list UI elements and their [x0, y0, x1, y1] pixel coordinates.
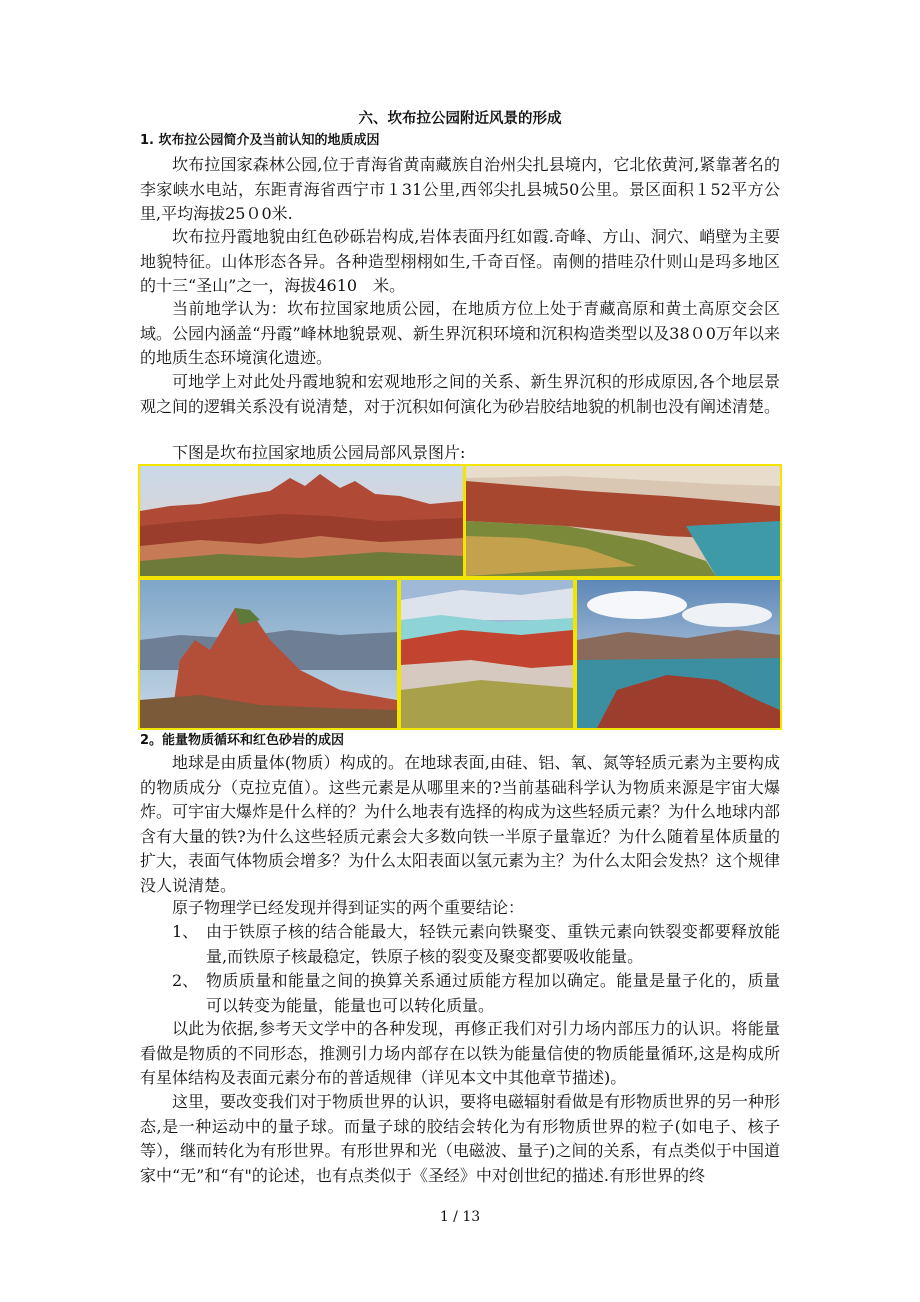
- list-text: 物质质量和能量之间的换算关系通过质能方程加以确定。能量是量子化的，质量可以转变为能量，能量也可以转化质量。: [206, 971, 780, 1015]
- paragraph: 以此为依据,参考天文学中的各种发现，再修正我们对引力场内部压力的认识。将能量看做是物质的不同形态，推测引力场内部存在以铁为能量信使的物质能量循环,这是构成所有星体结构及表面元素分布的普适规律（详见本文中其他章节描述)。: [140, 1019, 780, 1088]
- paragraph: 坎布拉国家森林公园,位于青海省黄南藏族自治州尖扎县境内，它北依黄河,紧靠著名的李家峡水电站，东距青海省西宁市１31公里,西邻尖扎县城50公里。景区面积１52平方公里,平均海拔25０0米.: [140, 155, 780, 224]
- list-item: [140, 969, 780, 1018]
- paragraph: 可地学上对此处丹霞地貌和宏观地形之间的关系、新生界沉积的形成原因,各个地层景观之间的逻辑关系没有说清楚，对于沉积如何演化为砂岩胶结地貌的机制也没有阐述清楚。: [140, 372, 781, 416]
- section-1-heading: 1. 坎布拉公园简介及当前认知的地质成因: [140, 133, 380, 148]
- paragraph: 地球是由质量体(物质）构成的。在地球表面,由硅、铝、氧、氮等轻质元素为主要构成的物质成分（克拉克值）。这些元素是从哪里来的?当前基础科学认为物质来源是宇宙大爆炸。可宇宙大爆炸是什么样的？为什么地表有选择的构成为这些轻质元素？为什么地球内部含有大量的铁?为什么这些轻质元素会大多数向铁一半原子量靠近？为什么随着星体质量的扩大，表面气体物质会增多？为什么太阳表面以氢元素为主？为什么太阳会发热？这个规律没人说清楚。: [140, 753, 781, 895]
- paragraph: 坎布拉丹霞地貌由红色砂砾岩构成,岩体表面丹红如霞.奇峰、方山、洞穴、峭壁为主要地貌特征。山体形态各异。各种造型栩栩如生,千奇百怪。南侧的措哇尕什则山是玛多地区的十三“圣山”之一，海拔4610 米。: [140, 227, 780, 296]
- list-number: 2、: [172, 971, 199, 990]
- paragraph: 原子物理学已经发现并得到证实的两个重要结论：: [172, 898, 525, 917]
- paragraph: 下图是坎布拉国家地质公园局部风景图片:: [172, 443, 466, 462]
- list-number: 1、: [172, 922, 199, 941]
- landscape-photo: [466, 466, 780, 576]
- landscape-photo: [401, 580, 573, 728]
- list-text: 由于铁原子核的结合能最大，轻铁元素向铁聚变、重铁元素向铁裂变都要释放能量,而铁原子核最稳定，铁原子核的裂变及聚变都要吸收能量。: [206, 922, 780, 966]
- landscape-photo: [140, 580, 397, 728]
- landscape-photo: [577, 580, 780, 728]
- paragraph: 这里，要改变我们对于物质世界的认识，要将电磁辐射看做是有形物质世界的另一种形态,是一种运动中的量子球。而量子球的胶结会转化为有形物质世界的粒子(如电子、核子等），继而转化为有形世界。有形世界和光（电磁波、量子)之间的关系，有点类似于中国道家中“无”和“有"的论述，也有点类似于《圣经》中对创世纪的描述.有形世界的终: [140, 1092, 781, 1185]
- paragraph: 当前地学认为：坎布拉国家地质公园，在地质方位上处于青藏高原和黄土高原交会区域。公园内涵盖“丹霞”峰林地貌景观、新生界沉积环境和沉积构造类型以及38０0万年以来的地质生态环境演化遗迹。: [140, 299, 780, 368]
- landscape-photo: [140, 466, 463, 576]
- page-number: 1 / 13: [439, 1209, 481, 1225]
- section-2-heading: 2。能量物质循环和红色砂岩的成因: [140, 733, 345, 748]
- page-title: 六、坎布拉公园附近风景的形成: [358, 111, 562, 127]
- list-item: [140, 920, 780, 969]
